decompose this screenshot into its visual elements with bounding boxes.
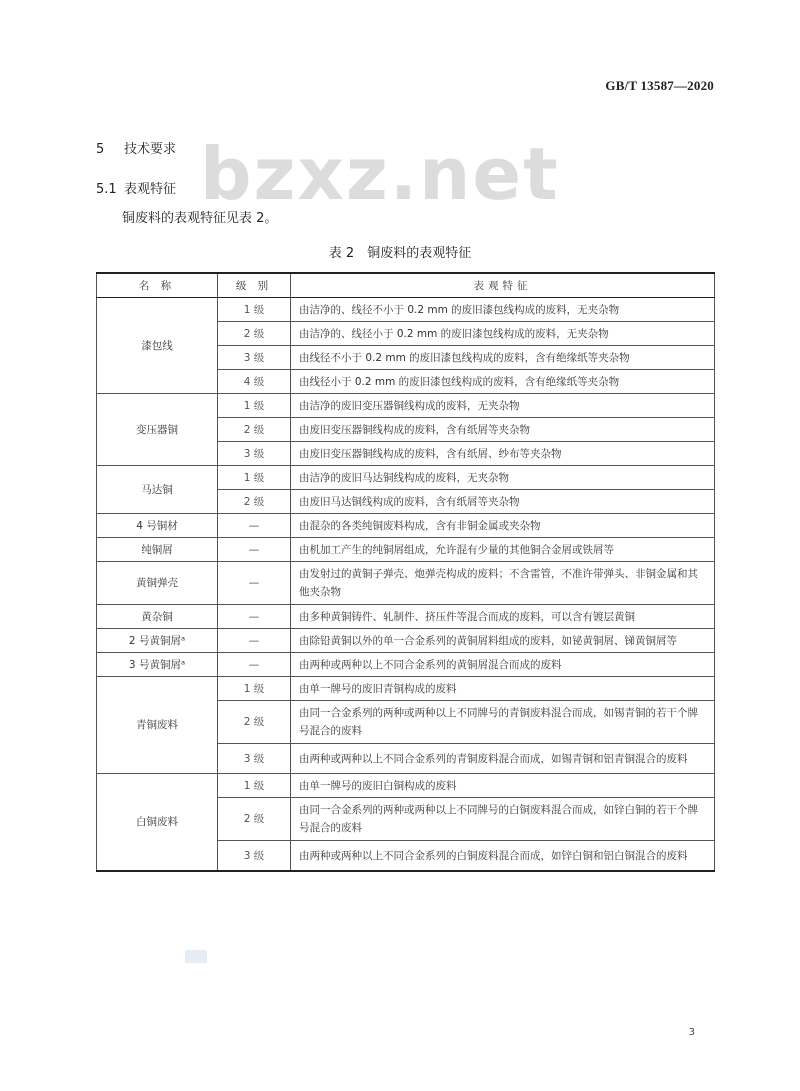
section-title: 技术要求: [124, 142, 177, 157]
table-row: [97, 562, 715, 605]
table-row: [97, 514, 715, 538]
table-body: [97, 298, 715, 872]
grade-cell: —: [218, 562, 291, 605]
feature-cell: 由废旧马达铜线构成的废料，含有纸屑等夹杂物: [291, 490, 715, 514]
header-name: 名 称: [97, 273, 218, 298]
table-row: [97, 538, 715, 562]
standard-code: GB/T 13587—2020: [605, 78, 714, 93]
material-name-cell: 黄杂铜: [97, 605, 218, 629]
grade-cell: —: [218, 514, 291, 538]
material-name-cell: 黄铜弹壳: [97, 562, 218, 605]
grade-cell: —: [218, 653, 291, 677]
table-row: [97, 629, 715, 653]
table-row: [97, 774, 715, 798]
intro-paragraph: 铜废料的表观特征见表 2。: [122, 211, 278, 226]
grade-cell: 3 级: [218, 744, 291, 774]
feature-cell: 由两种或两种以上不同合金系列的青铜废料混合而成，如锡青铜和铝青铜混合的废料: [291, 744, 715, 774]
grade-cell: —: [218, 538, 291, 562]
grade-cell: 2 级: [218, 418, 291, 442]
table-row: [97, 653, 715, 677]
section-heading-5: [96, 138, 176, 157]
feature-cell: 由单一牌号的废旧青铜构成的废料: [291, 677, 715, 701]
grade-cell: 1 级: [218, 774, 291, 798]
feature-cell: 由两种或两种以上不同合金系列的白铜废料混合而成，如锌白铜和铝白铜混合的废料: [291, 841, 715, 872]
grade-cell: 2 级: [218, 322, 291, 346]
grade-cell: 2 级: [218, 701, 291, 744]
table-row: [97, 605, 715, 629]
feature-cell: 由两种或两种以上不同合金系列的黄铜屑混合而成的废料: [291, 653, 715, 677]
material-name-cell: 变压器铜: [97, 394, 218, 466]
feature-cell: 由多种黄铜铸件、轧制件、挤压件等混合而成的废料，可以含有镀层黄铜: [291, 605, 715, 629]
feature-cell: 由发射过的黄铜子弹壳、炮弹壳构成的废料；不含雷管，不准许带弹头、非铜金属和其他夹杂物: [291, 562, 715, 605]
table-title: 表 2 铜废料的表观特征: [328, 246, 472, 261]
header-grade: 级 别: [218, 273, 291, 298]
feature-cell: 由洁净的废旧变压器铜线构成的废料，无夹杂物: [291, 394, 715, 418]
material-name-cell: 漆包线: [97, 298, 218, 394]
table-row: [97, 298, 715, 322]
feature-cell: 由废旧变压器铜线构成的废料，含有纸屑等夹杂物: [291, 418, 715, 442]
grade-cell: 3 级: [218, 841, 291, 872]
feature-cell: 由洁净的废旧马达铜线构成的废料，无夹杂物: [291, 466, 715, 490]
feature-cell: 由废旧变压器铜线构成的废料，含有纸屑、纱布等夹杂物: [291, 442, 715, 466]
grade-cell: 1 级: [218, 466, 291, 490]
material-name-cell: 白铜废料: [97, 774, 218, 872]
table-row: [97, 677, 715, 701]
feature-cell: 由单一牌号的废旧白铜构成的废料: [291, 774, 715, 798]
feature-cell: 由线径不小于 0.2 mm 的废旧漆包线构成的废料，含有绝缘纸等夹杂物: [291, 346, 715, 370]
grade-cell: 4 级: [218, 370, 291, 394]
table-row: [97, 394, 715, 418]
feature-cell: 由线径小于 0.2 mm 的废旧漆包线构成的废料，含有绝缘纸等夹杂物: [291, 370, 715, 394]
feature-cell: 由同一合金系列的两种或两种以上不同牌号的青铜废料混合而成，如锡青铜的若干个牌号混合的废料: [291, 701, 715, 744]
grade-cell: 1 级: [218, 677, 291, 701]
feature-cell: 由除铅黄铜以外的单一合金系列的黄铜屑料组成的废料，如铋黄铜屑、锑黄铜屑等: [291, 629, 715, 653]
material-name-cell: 青铜废料: [97, 677, 218, 774]
material-name-cell: 纯铜屑: [97, 538, 218, 562]
feature-cell: 由洁净的、线径小于 0.2 mm 的废旧漆包线构成的废料，无夹杂物: [291, 322, 715, 346]
grade-cell: 3 级: [218, 442, 291, 466]
grade-cell: —: [218, 629, 291, 653]
header-feature: 表观特征: [291, 273, 715, 298]
appearance-table: [96, 272, 715, 872]
section-heading-5-1: [96, 178, 176, 197]
grade-cell: 3 级: [218, 346, 291, 370]
material-name-cell: 马达铜: [97, 466, 218, 514]
feature-cell: 由机加工产生的纯铜屑组成，允许混有少量的其他铜合金屑或铁屑等: [291, 538, 715, 562]
page-number: 3: [688, 1027, 695, 1038]
watermark: bzxz.net: [200, 132, 560, 216]
grade-cell: 2 级: [218, 798, 291, 841]
feature-cell: 由混杂的各类纯铜废料构成，含有非铜金属或夹杂物: [291, 514, 715, 538]
stamp-mark: [185, 950, 207, 963]
table-header-row: [97, 273, 715, 298]
grade-cell: 1 级: [218, 394, 291, 418]
section-number: 5.1: [96, 182, 117, 197]
grade-cell: 2 级: [218, 490, 291, 514]
feature-cell: 由同一合金系列的两种或两种以上不同牌号的白铜废料混合而成，如锌白铜的若干个牌号混合的废料: [291, 798, 715, 841]
grade-cell: —: [218, 605, 291, 629]
table-row: [97, 466, 715, 490]
material-name-cell: 4 号铜材: [97, 514, 218, 538]
grade-cell: 1 级: [218, 298, 291, 322]
section-number: 5: [96, 142, 105, 157]
section-title: 表观特征: [124, 182, 177, 197]
material-name-cell: 2 号黄铜屑ᵃ: [97, 629, 218, 653]
material-name-cell: 3 号黄铜屑ᵃ: [97, 653, 218, 677]
feature-cell: 由洁净的、线径不小于 0.2 mm 的废旧漆包线构成的废料，无夹杂物: [291, 298, 715, 322]
